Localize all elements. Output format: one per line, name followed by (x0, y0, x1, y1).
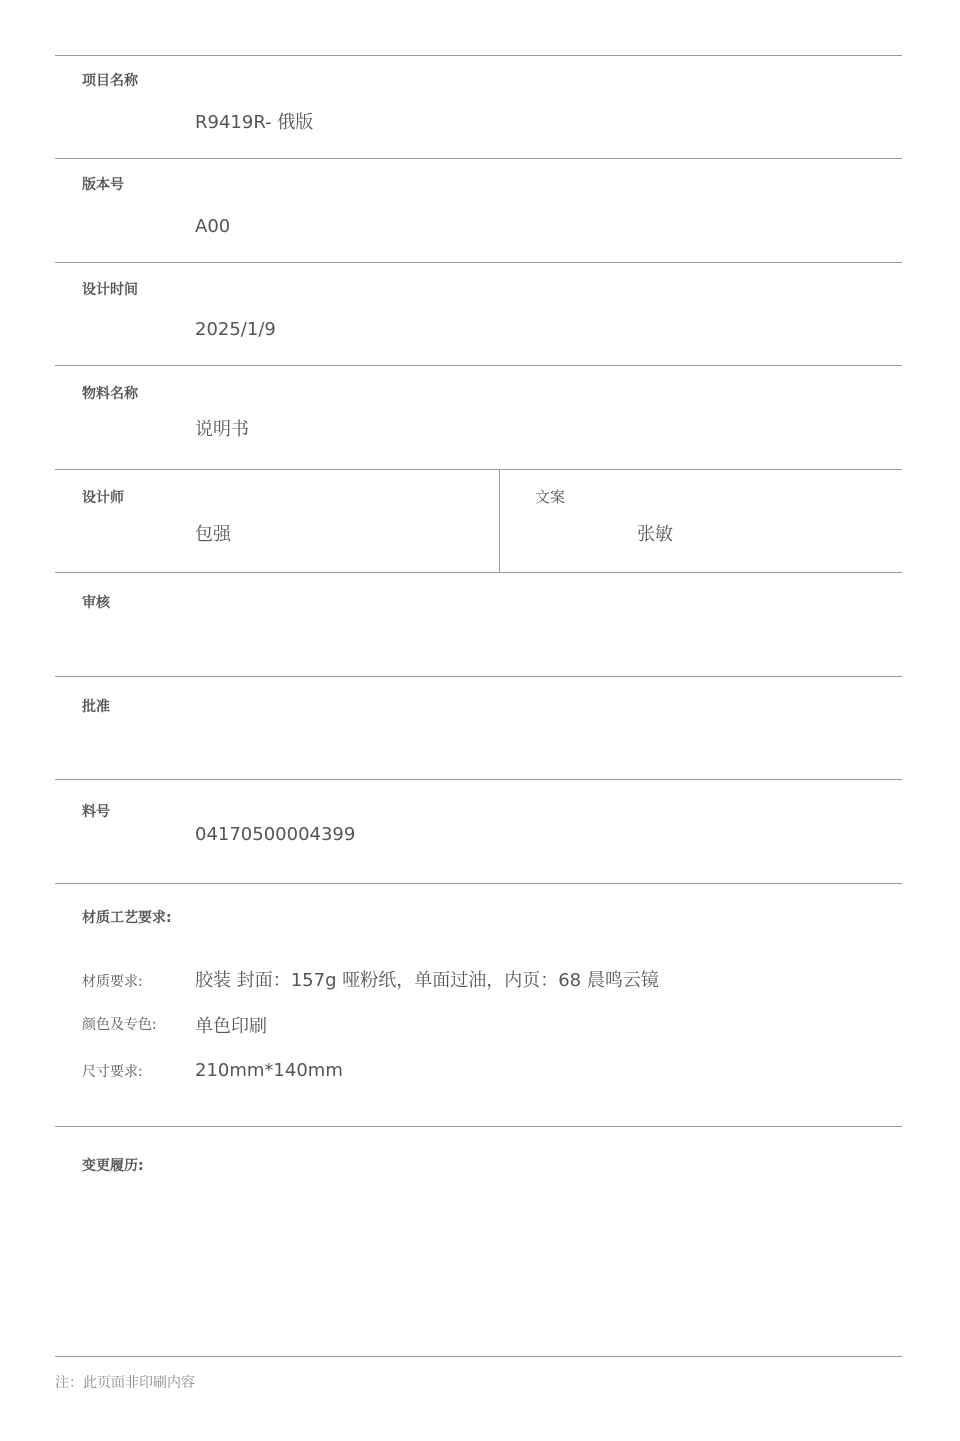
divider (55, 469, 902, 470)
divider (55, 883, 902, 884)
change-history-title: 变更履历: (82, 1158, 144, 1174)
divider (55, 1126, 902, 1127)
divider (55, 779, 902, 780)
size-requirement-value: 210mm*140mm (195, 1060, 343, 1081)
divider (55, 365, 902, 366)
column-divider (499, 469, 500, 572)
material-process-title: 材质工艺要求: (82, 910, 172, 926)
divider (55, 158, 902, 159)
color-requirement-value: 单色印刷 (195, 1016, 267, 1037)
divider-top (55, 55, 902, 56)
review-label: 审核 (82, 595, 110, 611)
design-date-value: 2025/1/9 (195, 319, 276, 340)
divider (55, 676, 902, 677)
footnote: 注：此页面非印刷内容 (55, 1375, 195, 1391)
material-requirement-value: 胶装 封面：157g 哑粉纸，单面过油，内页：68 晨鸣云镜 (195, 970, 659, 991)
version-label: 版本号 (82, 177, 124, 193)
color-requirement-label: 颜色及专色: (82, 1017, 157, 1033)
designer-label: 设计师 (82, 490, 124, 506)
part-number-value: 04170500004399 (195, 824, 356, 845)
project-name-label: 项目名称 (82, 73, 138, 89)
copywriter-value: 张敏 (637, 524, 673, 545)
design-date-label: 设计时间 (82, 282, 138, 298)
divider (55, 262, 902, 263)
copywriter-label: 文案 (535, 488, 566, 506)
divider (55, 572, 902, 573)
designer-value: 包强 (195, 524, 231, 545)
part-number-label: 料号 (82, 804, 110, 820)
material-name-label: 物料名称 (82, 386, 138, 402)
divider-bottom (55, 1356, 902, 1357)
version-value: A00 (195, 216, 231, 237)
project-name-value: R9419R- 俄版 (195, 112, 314, 133)
size-requirement-label: 尺寸要求: (82, 1064, 143, 1080)
material-name-value: 说明书 (195, 419, 249, 440)
approve-label: 批准 (82, 699, 110, 715)
material-requirement-label: 材质要求: (82, 974, 143, 990)
